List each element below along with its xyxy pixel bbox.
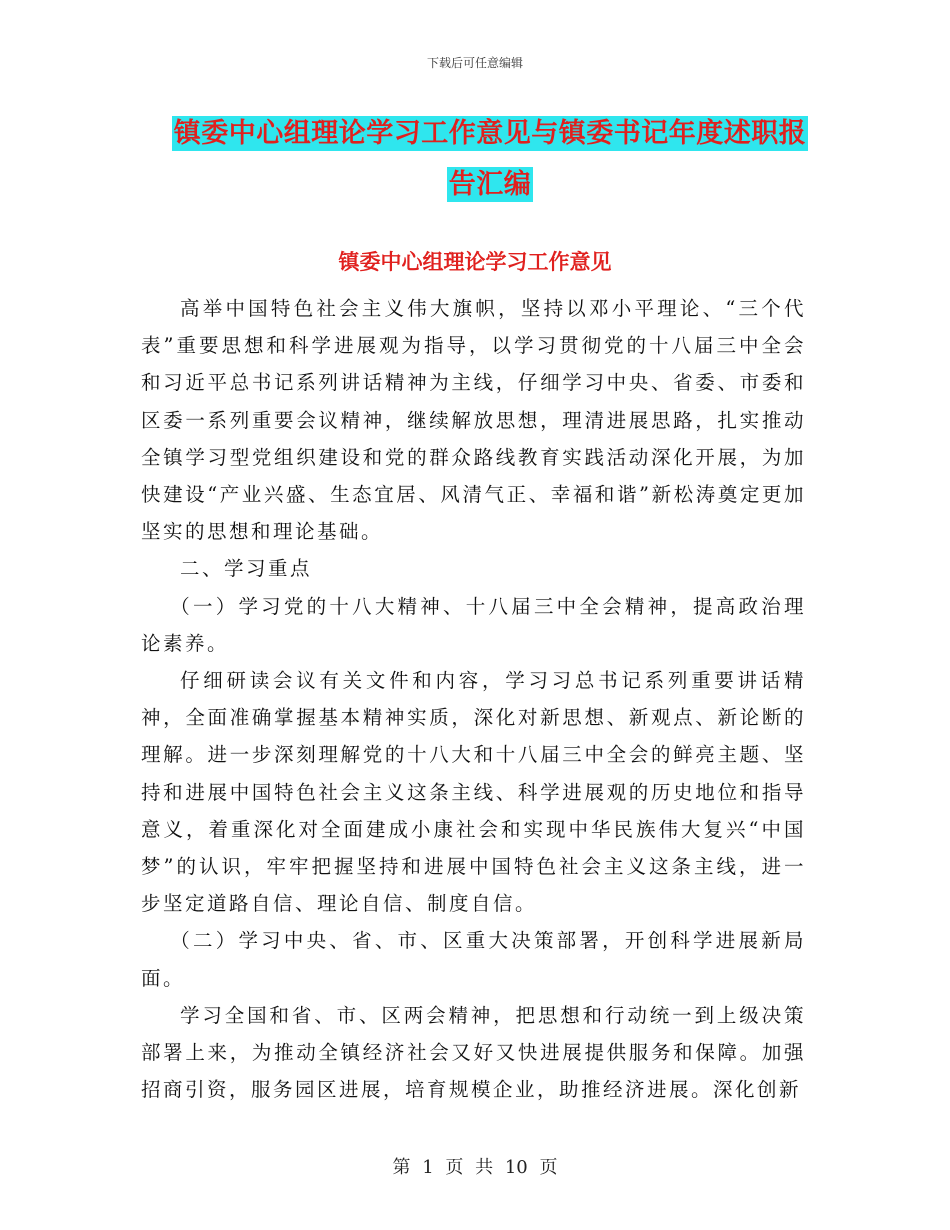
paragraph: 仔细研读会议有关文件和内容，学习习总书记系列重要讲话精神，全面准确掌握基本精神实质，深化对新思想、新观点、新论断的理解。进一步深刻理解党的十八大和十八届三中全会的鲜亮主题、坚持和进展中国特色社会主义这条主线、科学进展观的历史地位和指导意义，着重深化对全面建成小康社会和实现中华民族伟大复兴“中国梦”的认识，牢牢把握坚持和进展中国特色社会主义这条主线，进一步坚定道路自信、理论自信、制度自信。 [141,669,806,916]
document-title-line-2: 告汇编 [448,169,532,200]
document-title-line-1: 镇委中心组理论学习工作意见与镇委书记年度述职报 [173,118,807,149]
document-title [140,108,840,210]
page-footer: 第 1 页 共 10 页 [392,1157,558,1178]
document-body [141,290,806,1108]
section-title: 镇委中心组理论学习工作意见 [338,249,612,274]
paragraph: （二）学习中央、省、市、区重大决策部署，开创科学进展新局面。 [141,929,806,990]
paragraph: （一）学习党的十八大精神、十八届三中全会精神，提高政治理论素养。 [141,594,806,655]
paragraph: 高举中国特色社会主义伟大旗帜，坚持以邓小平理论、“三个代表”重要思想和科学进展观为指导，以学习贯彻党的十八届三中全会和习近平总书记系列讲话精神为主线，仔细学习中央、省委、市委和区委一系列重要会议精神，继续解放思想，理清进展思路，扎实推动全镇学习型党组织建设和党的群众路线教育实践活动深化开展，为加快建设“产业兴盛、生态宜居、风清气正、幸福和谐”新松涛奠定更加坚实的思想和理论基础。 [141,297,806,544]
header-note: 下载后可任意编辑 [426,56,523,70]
paragraph: 二、学习重点 [180,557,313,581]
paragraph: 学习全国和省、市、区两会精神，把思想和行动统一到上级决策部署上来，为推动全镇经济社会又好又快进展提供服务和保障。加强招商引资，服务园区进展，培育规模企业，助推经济进展。深化创新 [141,1003,806,1102]
